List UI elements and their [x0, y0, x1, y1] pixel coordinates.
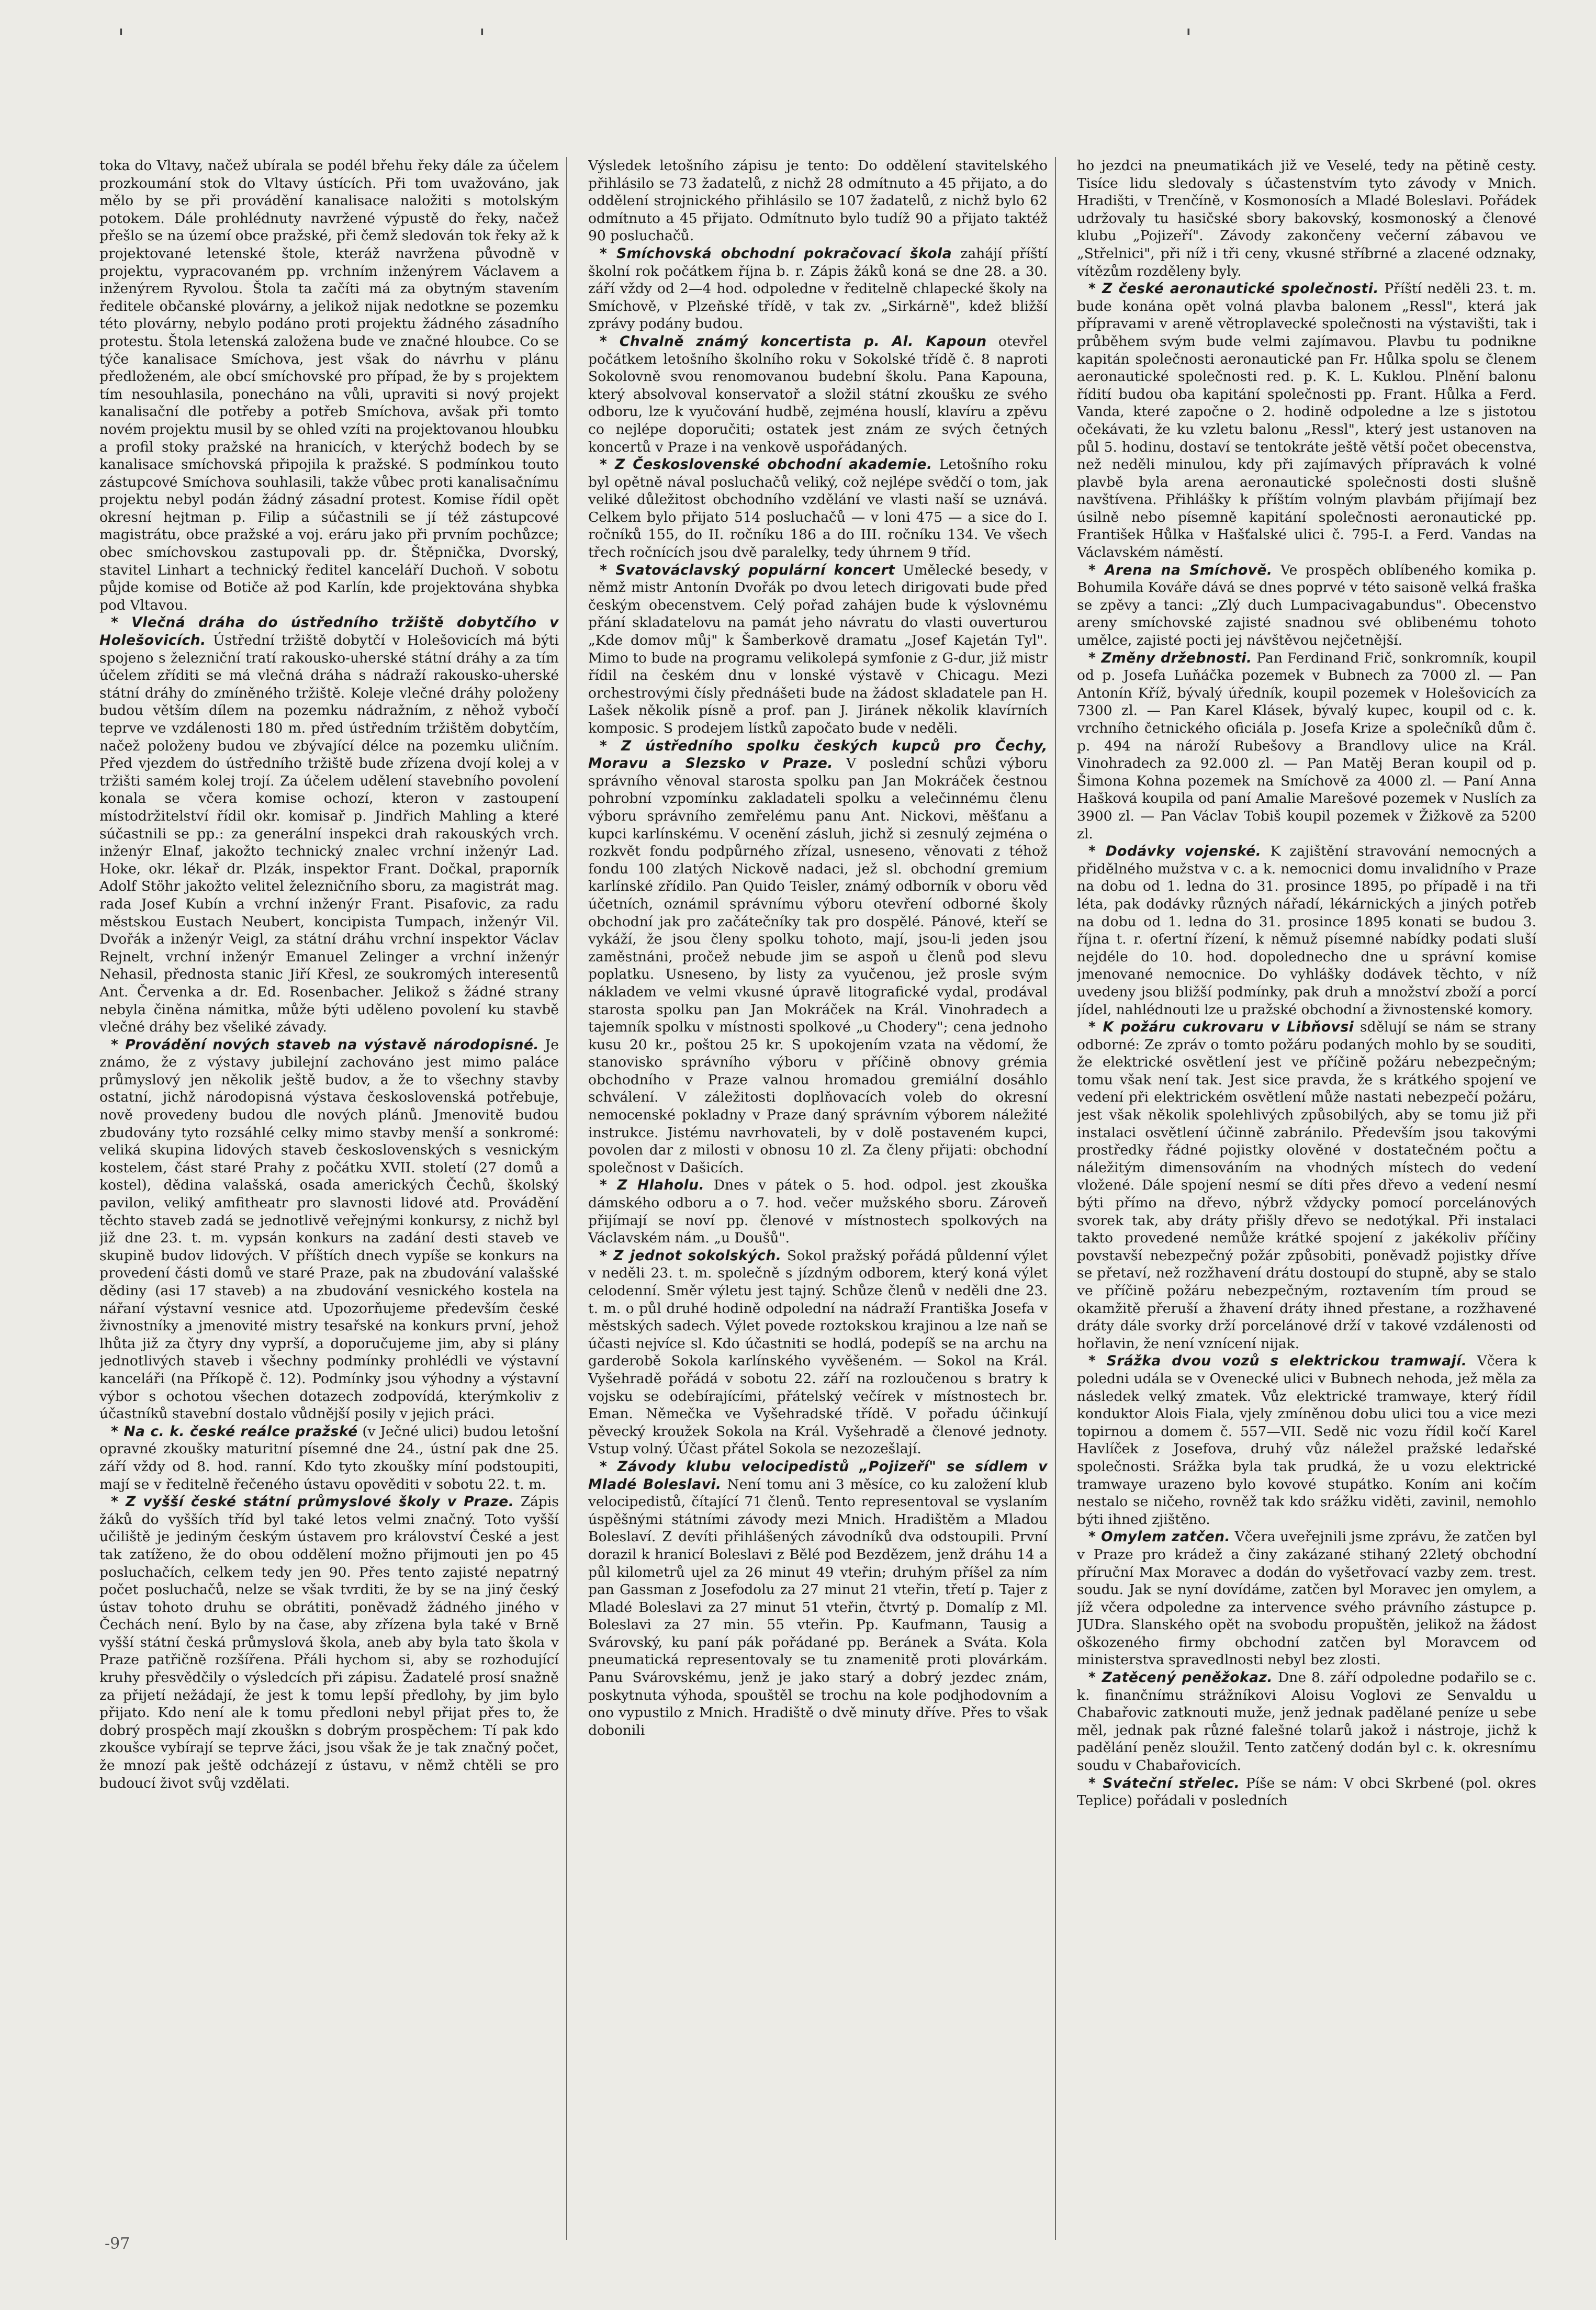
article-text: Pan Ferdinand Frič, sonkromník, koupil od p. Josefa Luňáčka pozemek v Bubnech za 7000 zl. — Pan Antonín Kříž, bývalý úředník, koupil pozemek v Holešovicích za 7300 zl. — Pan Karel Klásek, bývalý kupec, koupil od c. k. vrchního četnického oficiála p. Josefa Krize a společníků dům č. p. 494 na nároží Rubešovy a Brandlovy ulice na Král. Vinohradech za 92.000 zl. — Pan Matěj Beran koupil od p. Šimona Kohna pozemek na Smíchově za 4000 zl. — Paní Anna Hašková koupila od paní Amalie Marešové pozemek v Nuslích za 3900 zl. — Pan Václav Tobiš koupil pozemek v Žižkově za 5200 zl.: [1077, 649, 1536, 842]
article-headline: * Z jednot sokolských.: [600, 1247, 782, 1264]
article-headline: * Chvalně známý koncertista p. Al. Kapoun: [600, 333, 987, 350]
article-headline: * Svatováclavský populární koncert: [600, 562, 895, 578]
article-headline: * Na c. k. české reálce pražské: [111, 1423, 358, 1440]
article-paragraph: [588, 333, 1048, 456]
article-text: (v Ječné ulici) budou letošní opravné zkoušky maturitní písemné dne 24., ústní pak dne 25. září vždy od 8. hod. ranní. Kdo tyto zkoušky míní podstoupiti, mají se v ředitelně řečeného ústavu opověditi v sobotu 22. t. m.: [99, 1423, 559, 1493]
column-right: [1077, 157, 1544, 2240]
article-headline: * Z české aeronautické společnosti.: [1088, 281, 1379, 297]
article-headline: * Změny držebnosti.: [1088, 649, 1252, 666]
article-headline: * Provádění nových staveb na výstavě národopisné.: [111, 1036, 540, 1053]
article-text: V poslední schůzi výboru správního věnoval starosta spolku pan Jan Mokráček čestnou pohrobní vzpomínku zakladateli spolku a velečinnému členu výboru správního zemřelému panu Ant. Nickovi, měšťanu a kupci karlínskému. V ocenění zásluh, jichž si zesnulý zejména o rozkvět fondu podpůrného zřízal, usneseno, věnovati z téhož fondu 100 zlatých Nickově nadaci, jež sl. obchodní gremium karlínské zřídilo. Pan Quido Teisler, známý odborník v oboru věd účetních, oznámil správnímu výboru otevření odborné školy obchodní jak pro začátečníky tak pro dospělé. Pánové, kteří se vykáží, že jsou členy spolku tohoto, mají, jsou-li jeden jsou zaměstnáni, pročež nebude jim se aspoň u členů pod slevu poplatku. Usneseno, by listy za vyučenou, jež prosle svým nákladem ve velmi vkusné úpravě litografické vydal, prodával starosta spolku pan Jan Mokráček na Král. Vinohradech a tajemník spolku v místnosti spolkové „u Chodery"; cena jednoho kusu 20 kr., poštou 25 kr. S upokojením vzata na vědomí, že stanovisko správního výboru v příčině obnovy grémia obchodního v Praze valnou hromadou gremiální dosáhlo schválení. V záležitosti doplňovacích voleb do okresní nemocenské pokladny v Praze daný správním výborem náležité instrukce. Jistému navrhovateli, by v dolě postaveném kupci, povolen dar z milosti v obnosu 10 zl. Za členy přijati: obchodní společnost v Dašicích.: [588, 755, 1048, 1176]
article-paragraph: [588, 456, 1048, 562]
article-paragraph: [99, 1036, 559, 1423]
article-headline: * Z Československé obchodní akademie.: [600, 456, 932, 473]
article-text: Včera k poledni udála se v Ovenecké ulici v Bubnech nehoda, jež měla za následek velký zmatek. Vůz elektrické tramwaye, který řídil konduktor Alois Fiala, vjely zmíněnou dobu ulici tou a vice mezi topirnou a domem č. 557—VII. Sedě nic vozu řídil kočí Karel Havlíček z Josefova, druhý vůz náležel pražské ledařské společnosti. Srážka byla tak prudká, že u vozu elektrické tramwaye urazeno bylo kovové stupátko. Koním ani kočím nestalo se ničeho, rovněž tak kdo srážku viděti, zavinil, nemohlo býti ihned zjištěno.: [1077, 1353, 1536, 1528]
edge-mark: ': [479, 24, 486, 52]
article-paragraph: [99, 614, 559, 1036]
article-paragraph: [588, 1176, 1048, 1247]
article-text: toka do Vltavy, načež ubírala se podél břehu řeky dále za účelem prozkoumání stok do Vltavy ústících. Při tom uvažováno, jak mělo by se při provádění kanalisace naložiti s motolským potokem. Dále prohlédnuty navržené výpustě do řeky, načež přešlo se na území obce pražské, při čemž sledován tok řeky až k projektované letenské štole, kteráž navržena původně v projektu, vypracovaném pp. vrchním inženýrem Václavem a inženýrem Ryvolou. Štola ta začíti má za obytným stavením ředitele občanské plovárny, a jelikož nijak nedotkne se pozemku této plovárny, nebylo podáno proti projektu žádného zásadního protestu. Štola letenská založena bude ve značné hloubce. Co se týče kanalisace Smíchova, jest však do návrhu v plánu předloženém, ale obcí smíchovské pro případ, že by s projektem tím nesouhlasila, ponecháno na vůli, upraviti si nový projekt kanalisační dle potřeby a potřeb Smíchova, avšak při tomto novém projektu musil by se ohled vzíti na projektovanou hloubku a profil stoky pražské na hranicích, v kterýchž bodech by se kanalisace smíchovská připojila k pražské. S podmínkou touto zástupcové Smíchova souhlasili, takže vůbec proti kanalisačnímu projektu nebyl podán žádný zásadní protest. Komise řídil opět okresní hejtman p. Filip a súčastnili se jí též zástupcové magistrátu, obce pražské a voj. eráru jako při prvním pochůzce; obec smíchovskou zastupovali pp. dr. Štěpnička, Dvorský, stavitel Linhart a technický ředitel kanceláří Duchoň. V sobotu půjde komise od Botiče až pod Karlín, kde projektována shybka pod Vltavou.: [99, 158, 559, 613]
article-paragraph: [1077, 1775, 1536, 1810]
article-paragraph: [1077, 157, 1536, 280]
article-paragraph: [1077, 843, 1536, 1018]
article-paragraph: [99, 1423, 559, 1493]
article-paragraph: [588, 1247, 1048, 1458]
article-headline: * Z vyšší české státní průmyslové školy v Praze.: [111, 1494, 514, 1510]
article-text: Dne 8. září odpoledne podařilo se c. k. finančnímu strážníkovi Aloisu Voglovi ze Senvaldu u Chabařovic zatknouti muže, jenž jednak padělané peníze u sebe měl, jednak pak různé falešné tolarů jakož i nástroje, jichž k padělání peněz sloužil. Tento zatčený dodán byl c. k. okresnímu soudu v Chabařovicích.: [1077, 1669, 1536, 1774]
article-paragraph: [1077, 280, 1536, 562]
article-paragraph: [588, 562, 1048, 737]
article-paragraph: [588, 737, 1048, 1177]
article-paragraph: [99, 1493, 559, 1792]
article-text: Není tomu ani 3 měsíce, co ku založení klub velocipedistů, čítající 71 členů. Tento representoval se vyslaním úspěšnými státními závody mezi Mnich. Hradištěm a Mladou Boleslaví. Z devíti přihlášených závodníků dva odstoupili. První dorazil k hranicí Boleslavi z Bělé pod Bezdězem, jenž dráhu 14 a půl kilometrů ujel za 26 minut 49 vteřin; druhým příšel za ním pan Gassman z Josefodolu za 27 minut 21 vteřin, třetí p. Tajer z Mladé Boleslavi za 27 minut 51 vteřin, čtvrtý p. Domalíp z Ml. Boleslavi za 27 min. 55 vteřin. Pp. Kaufmann, Tausig a Svárovský, ku paní pák pořádané pp. Beránek a Sváta. Kola pneumatická representovaly se tu znamenitě proti plovárkám. Panu Svárovskému, jenž je jako starý a dobrý jezdec znám, poskytnuta výhoda, spouštěl se trochu na kole podjhodovním a ono vypustilo z Mnich. Hradiště o dvě minuty dříve. Přes to však dobonili: [588, 1476, 1048, 1739]
article-headline: * Vlečná dráha do ústředního tržiště dobytčího v Holešovicích.: [99, 614, 559, 649]
article-text: Letošního roku byl opětně nával posluchačů veliký, což nejlépe svědčí o tom, jak veliké důležitost obchodního vzdělání ve vlasti naší se uznává. Celkem bylo přijato 514 posluchačů — v loni 475 — a sice do I. ročníků 155, do II. ročníku 186 a do III. ročníku 134. Ve všech třech ročnících jsou dvě paralelky, tedy úhrnem 9 tříd.: [588, 456, 1048, 561]
page-footer-mark: -97: [105, 2235, 130, 2253]
article-text: Umělecké besedy, v němž mistr Antonín Dvořák po dvou letech dirigovati bude před českým obecenstvem. Celý pořad zahájen bude k výslovnému přání skladatelovu na památ jeho návratu do vlasti ouverturou „Kde domov můj" k Šamberkově dramatu „Josef Kajetán Tyl". Mimo to bude na programu velikolepá symfonie z G-dur, již mistr řídil na českém dnu v lonské výstavě v Chicagu. Mezi orchestrovými čísly přednášeti bude na žádost skladatele pan H. Lašek několik písně a prof. pan J. Jiránek několik klavírních komposic. S prodejem lístků započato bude v neděli.: [588, 562, 1048, 736]
article-headline: * Srážka dvou vozů s elektrickou tramwají.: [1088, 1353, 1467, 1370]
article-headline: * Zatěcený peněžokaz.: [1088, 1669, 1273, 1686]
article-headline: * Arena na Smíchově.: [1088, 562, 1273, 578]
article-text: otevřel počátkem letošního školního roku v Sokolské třídě č. 8 naproti Sokolovně svou renomovanou budební školu. Pana Kapouna, který absolvoval konservatoř a složil státní zkoušku ze svého odboru, lze k vyučování hudbě, zejména houslí, klavíru a zpěvu co nejlépe doporučiti; ostatek jest znám ze svých četných koncertů v Praze i na venkově uspořádaných.: [588, 333, 1048, 455]
article-paragraph: [588, 157, 1048, 245]
article-headline: * Z Hlaholu.: [600, 1177, 705, 1194]
page-top-edge: [0, 0, 1596, 79]
article-text: Výsledek letošního zápisu je tento: Do oddělení stavitelského přihlásilo se 73 žadatelů, z nichž 28 odmítnuto a 45 přijato, a do oddělení strojnického přihlásilo se 107 žadatelů, z nichž bylo 62 odmítnuto a 45 přijato. Odmítnuto bylo tudíž 90 a přijato taktéž 90 posluchačů.: [588, 158, 1048, 244]
article-headline: * K požáru cukrovaru v Libňovsi: [1088, 1019, 1354, 1036]
article-columns: [99, 157, 1544, 2240]
article-paragraph: [1077, 562, 1536, 649]
article-text: Příští neděli 23. t. m. bude konána opět volná plavba balonem „Ressl", která jak přípravami v areně větroplavecké společnosti na výstavišti, tak i průběhem svým bude velmi zajímavou. Plavbu tu podnikne kapitán společnosti aeronautické pan Fr. Hůlka spolu se členem aeronautické společnosti red. p. K. L. Kuklou. Plnění balonu řídití budou oba kapitání společnosti pp. Frant. Hůlka a Ferd. Vanda, které započne o 2. hodině odpoledne a lze s jistotou očekávati, že ku vzletu balonu „Ressl", který jest ustanoven na půl 5. hodinu, dostaví se tentokráte ještě větší počet obecenstva, než neděli minulou, kdy při zajímavých přípravách k volné plavbě byla arena aeronautické společnosti dosti slušně navštívena. Přihlášky k příštím volným plavbám přijímají bez úsilně nebo písemně kapitání společnosti aeronautické pp. František Hůlka v Hašťalské ulici č. 795-I. a Ferd. Vandas na Václavském náměstí.: [1077, 281, 1536, 561]
article-text: Je známo, že z výstavy jubilejní zachováno jest mimo paláce průmyslový jen několik ještě budov, a že to všechny stavby ostatní, jichž národopisná výstava československá potřebuje, nově provedeny budou dle nových plánů. Jmenovitě budou zbudovány tyto rozsáhlé celky mimo stavby menší a sonkromé: veliká skupina lidových staveb československých s vesnickým kostelem, část staré Prahy z počátku XVII. století (27 domů a kostel), dědina valašská, osada amerických Čechů, školský pavilon, veliký amfitheatr pro slavnosti lidové atd. Provádění těchto staveb zadá se jednotlivě veřejnými konkursy, z nichž byl již dne 23. t. m. vypsán konkurs na zadání desti staveb ve skupině budov lidových. V příštích dnech vypíše se konkurs na provedení části domů ve staré Praze, pak na zbudování valašské dědiny (asi 17 staveb) a na zbudování vesnického kostela na nářaní výstavní vesnice atd. Upozorňujeme především české živnostníky a jmenovité mistry tesařské na konkurs první, jehož lhůta již za čtyry dny vyprší, a doporučujeme jim, aby si plány jednotlivých staveb i všechny podmínky prohlédli ve výstavní kanceláři (na Příkopě č. 12). Podmínky jsou výhodny a výstavní výbor s ochotou všechen dotazech zodpovídá, kterýmkoliv z účastníků stavební dostalo vůdnější posily v jejich práci.: [99, 1036, 559, 1422]
column-left: [99, 157, 567, 2240]
column-middle: [588, 157, 1056, 2240]
article-paragraph: [588, 1458, 1048, 1740]
article-text: sdělují se nám se strany odborné: Ze zpráv o tomto požáru podaných mohlo by se souditi, že elektrické osvětlení jest ve příčině požáru nebezpečným; tomu však není tak. Jest sice pravda, že s krátkého spojení ve vedení při elektrickém osvětlení může nastati nebezpečí požáru, jest však několik spolehlivých způsobilých, aby se tomu již při instalaci osvětlení účinně zabránilo. Především jsou takovými prostředky řádné pojistky olověné v dostatečném počtu a náležitým dimensováním na vhodných místech do vedení vložené. Dále spojení nesmí se díti přes dřevo a vedení nesmí býti přímo na dřevo, nýbrž vždycky pomocí porcelánových svorek tak, aby dráty přišly dřevo se nedotýkal. Při instalaci takto provedené nemůže krátké spojení z jakékoliv příčiny povstavší nebezpečný požár způsobiti, poněvadž pojistky dříve se přetaví, než rozžhavení drátu dostoupí do stupně, aby se stalo ve příčině požáru nebezpečným, roztavením tím proud se okamžitě přeruší a žhavení dráty ihned přestane, a rozžhavené dráty dále svorky drží porcelánové drží v takové vzdálenosti od hořlavin, že není vznícení nijak.: [1077, 1019, 1536, 1352]
article-text: ho jezdci na pneumatikách již ve Veselé, tedy na pětině cesty. Tisíce lidu sledovaly s účastenstvím tyto závody v Mnich. Hradišti, v Trenčíně, v Kosmonosích a Mladé Boleslavi. Pořádek udržovaly tu hasičské sbory bakovský, kosmonoský a členové klubu „Pojizeří". Závody zakončeny večerní zábavou ve „Střelnici", při níž i tři ceny, vkusné stříbrné a zlacené odznaky, vítězům rozděleny byly.: [1077, 158, 1536, 279]
article-text: Sokol pražský pořádá půldenní výlet v neděli 23. t. m. společně s jízdným odborem, který koná výlet celodenní. Směr výletu jest tajný. Schůze členů v neděli dne 23. t. m. o půl druhé hodině odpolední na nádraží Františka Josefa v městských sadech. Výlet povede roztokskou krajinou a lze naň se účasti nejvíce sl. Kdo účastniti se hodlá, podepíš se na archu na garderobě Sokola karlínského vyvěšeném. — Sokol na Král. Vyšehradě pořádá v sobotu 22. září na rozloučenou s bratry k vojsku se odebírajícími, přátelský večírek v místnostech br. Eman. Němečka ve Vyšehradské třídě. V pořadu účinkují pěvecký kroužek Sokola na Král. Vyšehradě a členové jednoty. Vstup volný. Účast přátel Sokola se nezozešlají.: [588, 1247, 1048, 1457]
article-paragraph: [1077, 1018, 1536, 1352]
article-headline: * Závody klubu velocipedistů „Pojizeří" se sídlem v Mladé Boleslavi.: [588, 1458, 1048, 1493]
edge-mark: ': [118, 24, 125, 52]
article-text: Píše se nám: V obci Skrbené (pol. okres Teplice) pořádali v posledních: [1077, 1775, 1536, 1809]
article-text: K zajištění stravování nemocných a přidělného mužstva v c. a k. nemocnici domu invalidního v Praze na dobu od 1. ledna do 31. prosince 1895, po případě i na tři léta, pak dodávky různých nářadí, lékárnických a jiných potřeb na dobu od 1. ledna do 31. prosince 1895 konati se budou 3. října t. r. ofertní řízení, k němuž písemné nabídky podati sluší nejdéle do 10. hod. dopolednecho dne u správní komise jmenované nemocnice. Do vyhlášky dodávek těchto, v níž uvedeny jsou bližší podmínky, pak druh a množství zboží a porcí jídel, nahlédnouti lze u pražské obchodní a živnostenské komory.: [1077, 843, 1536, 1018]
article-text: Ve prospěch oblíbeného komika p. Bohumila Kováře dává se dnes poprvé v této saisoně velká fraška se zpěvy a tanci: „Zlý duch Lumpacivagabundus". Obecenstvo areny smíchovské zajisté snadnou své oblibenému tohoto umělce, zajisté pocti jej návštěvou nejčetnější.: [1077, 562, 1536, 649]
article-headline: * Sváteční střelec.: [1088, 1775, 1240, 1791]
article-text: Zápis žáků do vyšších tříd byl také letos velmi značný. Toto vyšší učiliště je jediným českým ústavem pro království České a jest tak zatíženo, že do obou oddělení možno přijmouti jen po 45 posluchačích, celkem tedy jen 90. Přes tento zajisté nepatrný počet posluchačů, nelze se však tvrditi, že by se na jiný český ústav tohoto druhu se obrátiti, poněvadž žádného jiného v Čechách není. Bylo by na čase, aby zřízena byla také v Brně vyšší státní česká průmyslová škola, aneb aby byla tato škola v Praze patřičně rozšířena. Přáli hychom si, aby se rozhodující kruhy přesvědčily o výsledcích při zápisu. Žadatelé prosí snažně za přijetí nežádají, že jest k tomu lepší předlohy, by jim bylo přijato. Kdo není ale k tomu předloni nebyl přijat přes to, že dobrý prospěch mají zkouškn s dobrým prospěchem: Tí pak kdo zkoušce vybírají se teprve žáci, jsou však že je tak značný počet, že mnozí pak ještě odcházejí z ústavu, v němž chtěli se pro budoucí život svůj vzdělati.: [99, 1494, 559, 1791]
article-text: Včera uveřejnili jsme zprávu, že zatčen byl v Praze pro krádež a činy zakázané stihaný 22letý obchodní příruční Max Moravec a dodán do vyšetřovací vazby zem. trest. soudu. Jak se nyní dovídáme, zatčen byl Moravec jen omylem, a jíž včera odpoledne za intervence svého právního zástupce p. JUDra. Slanského opět na svobodu propuštěn, jelikož na žádost oškozeného firmy obchodní zatčen byl Moravcem od ministerstva spravedlnosti nebyl bez zlosti.: [1077, 1529, 1536, 1668]
article-paragraph: [1077, 649, 1536, 843]
article-paragraph: [99, 157, 559, 614]
article-headline: * Z ústředního spolku českých kupců pro Čechy, Moravu a Slezsko v Praze.: [588, 737, 1048, 772]
article-text: Dnes v pátek o 5. hod. odpol. jest zkouška dámského odboru a o 7. hod. večer mužského sboru. Zároveň přijímají se noví pp. členové v místnostech spolkových na Václavském nám. „u Doušů".: [588, 1177, 1048, 1247]
article-paragraph: [1077, 1669, 1536, 1775]
article-paragraph: [1077, 1352, 1536, 1528]
article-text: zahájí příští školní rok počátkem října b. r. Zápis žáků koná se dne 28. a 30. září vždy od 2—4 hod. odpoledne v ředitelně chlapecké školy na Smíchově, v Plzeňské třídě, v tak zv. „Sirkárně", kdež bližší zprávy podány budou.: [588, 245, 1048, 332]
article-headline: * Dodávky vojenské.: [1088, 843, 1262, 860]
edge-mark: ': [1185, 24, 1192, 52]
article-paragraph: [1077, 1528, 1536, 1669]
article-headline: * Omylem zatčen.: [1088, 1529, 1231, 1545]
article-headline: * Smíchovská obchodní pokračovací škola: [600, 245, 952, 262]
article-paragraph: [588, 245, 1048, 333]
article-text: Ústřední tržiště dobytčí v Holešovicích má býti spojeno s železniční tratí rakousko-uherské státní dráhy a za tím účelem zříditi se má vlečná dráha s nádraží rakousko-uherské státní dráhy do zmíněného tržiště. Koleje vlečné dráhy položeny budou větším dílem na pozemku nádražním, z něhož vybočí teprve ve vzdálenosti 180 m. před ústředním tržištěm dobytčím, načež položeny budou ve zbývající délce na pozemku uličním. Před vjezdem do ústředního tržiště bude zřízena dvojí kolej a v tržišti samém kolej trojí. Za účelem udělení stavebního povolení konala se včera komise ochozí, kteron v zastoupení místodržitelství řídil okr. komisař p. Jindřich Mahling a které súčastnili se pp.: za generální inspekci drah rakouských vrch. inženýr Elnaf, jakožto technický znalec vrchní inženýr Lad. Hoke, okr. lékař dr. Plzák, inspektor Frant. Dočkal, praporník Adolf Stöhr jakožto velitel železničního sboru, za magistrát mag. rada Josef Kubín a vrchní inženýr Frant. Pisafovic, za radu městskou Eustach Neubert, koncipista Tumpach, inženýr Vil. Dvořák a inženýr Veigl, za státní dráhu vrchní inspektor Václav Rejnelt, vrchní inženýr Emanuel Zelinger a vrchní inženýr Nehasil, přednosta stanic Jiří Křesl, ze soukromých interesentů Ant. Červenka a dr. Ed. Rosenbacher. Jelikož s žádné strany nebyla činěna námitka, může býti uděleno povolení ku stavbě vlečné dráhy bez všeliké závady.: [99, 632, 559, 1036]
